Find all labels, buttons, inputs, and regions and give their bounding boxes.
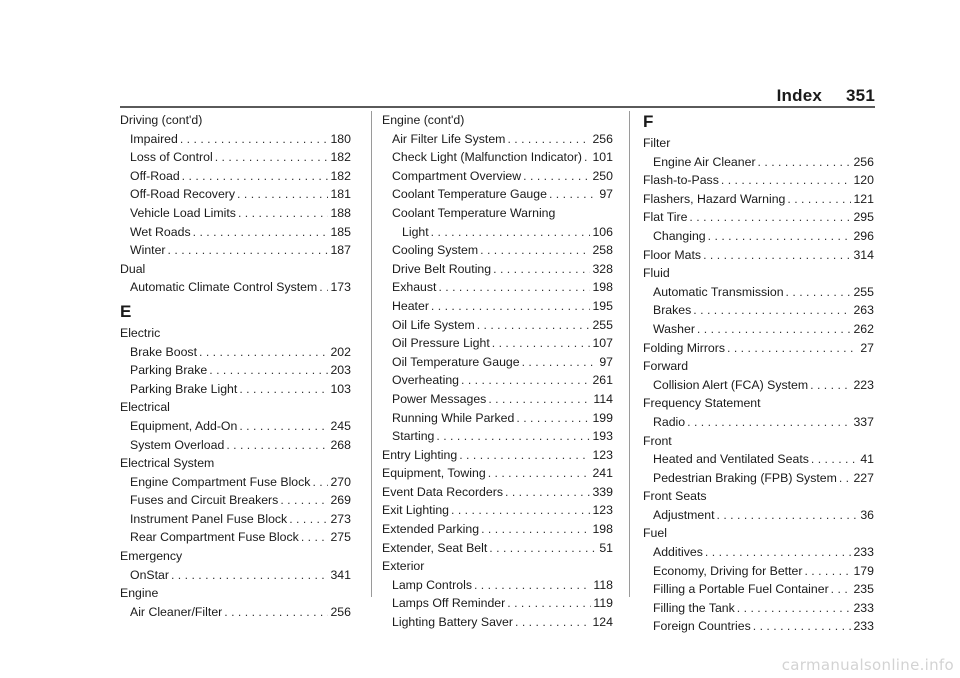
dot-leader <box>687 413 851 432</box>
index-entry <box>120 185 351 204</box>
dot-leader <box>319 278 328 297</box>
dot-leader <box>507 130 590 149</box>
index-heading: Fuel <box>643 526 667 541</box>
index-heading: Forward <box>643 359 689 374</box>
entry-term: Event Data Recorders <box>382 484 503 499</box>
dot-leader <box>209 361 328 380</box>
column-divider <box>629 111 630 597</box>
entry-term: Equipment, Add-On <box>130 418 238 433</box>
entry-page-number: 258 <box>592 243 613 258</box>
index-entry <box>382 278 613 297</box>
entry-term: Automatic Transmission <box>653 284 784 299</box>
dot-leader <box>182 167 329 186</box>
index-heading: Emergency <box>120 549 183 564</box>
index-entry <box>643 580 874 599</box>
entry-page-number: 106 <box>592 224 613 239</box>
entry-page-number: 103 <box>330 381 351 396</box>
entry-term: Overheating <box>392 373 459 388</box>
index-entry <box>643 283 874 302</box>
watermark: carmanualsonline.info <box>781 656 954 674</box>
index-entry <box>382 576 613 595</box>
entry-term: Collision Alert (FCA) System <box>653 377 809 392</box>
entry-page-number: 121 <box>853 191 874 206</box>
entry-page-number: 235 <box>853 582 874 597</box>
dot-leader <box>737 599 852 618</box>
entry-term: Off-Road <box>130 168 180 183</box>
entry-term: Flat Tire <box>643 210 688 225</box>
index-entry <box>382 483 613 502</box>
index-entry <box>382 241 613 260</box>
index-entry <box>120 417 351 436</box>
index-entry <box>120 491 351 510</box>
dot-leader <box>705 543 852 562</box>
entry-term: Vehicle Load Limits <box>130 205 236 220</box>
dot-leader <box>507 594 591 613</box>
dot-leader <box>451 501 590 520</box>
dot-leader <box>708 227 852 246</box>
entry-page-number: 119 <box>593 596 613 611</box>
entry-page-number: 173 <box>330 280 351 295</box>
entry-term: Changing <box>653 228 706 243</box>
index-heading: Exterior <box>382 559 425 574</box>
index-entry <box>120 148 351 167</box>
index-heading: Driving (cont'd) <box>120 113 203 127</box>
entry-term: Folding Mirrors <box>643 340 725 355</box>
entry-page-number: 187 <box>330 243 351 258</box>
entry-term: Oil Pressure Light <box>392 336 490 351</box>
entry-page-number: 314 <box>853 247 874 262</box>
entry-page-number: 123 <box>592 447 613 462</box>
entry-page-number: 180 <box>330 131 351 146</box>
dot-leader <box>481 520 590 539</box>
dot-leader <box>810 376 851 395</box>
index-entry <box>643 171 874 190</box>
index-entry <box>120 278 351 297</box>
index-entry <box>120 436 351 455</box>
index-entry <box>643 599 874 618</box>
entry-term: Air Cleaner/Filter <box>130 604 223 619</box>
entry-page-number: 181 <box>330 187 351 202</box>
dot-leader <box>727 339 858 358</box>
entry-term: Check Light (Malfunction Indicator) <box>392 150 583 165</box>
entry-term: Lighting Battery Saver <box>392 615 513 630</box>
index-entry <box>382 501 613 520</box>
entry-page-number: 341 <box>330 567 351 582</box>
index-entry <box>120 528 351 547</box>
entry-page-number: 241 <box>592 466 613 481</box>
dot-leader <box>237 185 328 204</box>
index-entry <box>643 562 874 581</box>
dot-leader <box>717 506 859 525</box>
dot-leader <box>492 334 591 353</box>
index-heading: Electrical System <box>120 456 215 471</box>
entry-page-number: 269 <box>330 493 351 508</box>
dot-leader <box>199 343 328 362</box>
entry-page-number: 339 <box>592 484 613 499</box>
entry-page-number: 193 <box>592 429 613 444</box>
entry-term: Heated and Ventilated Seats <box>653 452 809 467</box>
index-entry <box>643 450 874 469</box>
dot-leader <box>786 283 852 302</box>
entry-page-number: 261 <box>592 373 613 388</box>
dot-leader <box>474 576 591 595</box>
entry-term: Oil Temperature Gauge <box>392 354 520 369</box>
index-heading: Fluid <box>643 266 670 281</box>
index-entry <box>382 613 613 632</box>
entry-term: Running While Parked <box>392 410 515 425</box>
entry-page-number: 227 <box>853 470 874 485</box>
entry-term: Filling a Portable Fuel Container <box>653 582 829 597</box>
dot-leader <box>289 510 328 529</box>
index-entry <box>643 339 874 358</box>
index-heading: Electric <box>120 325 161 340</box>
entry-page-number: 107 <box>592 336 613 351</box>
index-entry <box>382 334 613 353</box>
entry-term: Cooling System <box>392 243 479 258</box>
entry-page-number: 263 <box>853 303 874 318</box>
entry-page-number: 250 <box>592 168 613 183</box>
index-column-1 <box>120 111 351 621</box>
entry-page-number: 275 <box>330 530 351 545</box>
entry-term: Automatic Climate Control System <box>130 280 318 295</box>
dot-leader <box>493 260 590 279</box>
dot-leader <box>831 580 852 599</box>
entry-page-number: 245 <box>330 418 351 433</box>
entry-term: Drive Belt Routing <box>392 261 492 276</box>
page-header <box>120 80 875 106</box>
entry-page-number: 123 <box>592 503 613 518</box>
entry-term: Brake Boost <box>130 344 197 359</box>
entry-term: Pedestrian Braking (FPB) System <box>653 470 837 485</box>
entry-term: Extended Parking <box>382 522 480 537</box>
index-entry <box>643 246 874 265</box>
index-entry <box>643 227 874 246</box>
entry-page-number: 233 <box>853 619 874 634</box>
dot-leader <box>753 617 852 636</box>
page-number: 351 <box>846 86 875 105</box>
index-entry <box>643 301 874 320</box>
dot-leader <box>703 246 851 265</box>
entry-term: Exit Lighting <box>382 503 449 518</box>
entry-page-number: 118 <box>593 577 613 592</box>
entry-term: Loss of Control <box>130 150 213 165</box>
index-entry <box>643 376 874 395</box>
dot-leader <box>238 204 329 223</box>
entry-term: Wet Roads <box>130 224 191 239</box>
index-entry <box>382 520 613 539</box>
dot-leader <box>459 446 590 465</box>
dot-leader <box>431 297 591 316</box>
dot-leader <box>215 148 329 167</box>
dot-leader <box>477 316 591 335</box>
entry-term: Rear Compartment Fuse Block <box>130 530 299 545</box>
dot-leader <box>489 539 597 558</box>
entry-page-number: 51 <box>599 540 613 555</box>
dot-leader <box>697 320 852 339</box>
index-heading: Front <box>643 433 672 448</box>
entry-page-number: 256 <box>592 131 613 146</box>
entry-page-number: 268 <box>330 437 351 452</box>
entry-term: Additives <box>653 545 703 560</box>
entry-page-number: 124 <box>592 615 613 630</box>
dot-leader <box>758 153 852 172</box>
entry-page-number: 255 <box>592 317 613 332</box>
index-entry <box>382 594 613 613</box>
dot-leader <box>193 223 329 242</box>
entry-term: Off-Road Recovery <box>130 187 236 202</box>
dot-leader <box>693 301 851 320</box>
index-entry <box>643 506 874 525</box>
dot-leader <box>436 427 590 446</box>
index-entry <box>120 510 351 529</box>
entry-term: Economy, Driving for Better <box>653 563 803 578</box>
dot-leader <box>461 371 590 390</box>
entry-page-number: 179 <box>853 563 874 578</box>
entry-page-number: 182 <box>330 150 351 165</box>
index-entry <box>382 464 613 483</box>
entry-page-number: 295 <box>853 210 874 225</box>
entry-term: Impaired <box>130 131 178 146</box>
index-entry <box>382 223 613 242</box>
dot-leader <box>721 171 852 190</box>
section-title: Index <box>776 86 823 105</box>
index-entry <box>120 204 351 223</box>
entry-page-number: 97 <box>599 354 613 369</box>
entry-term: Equipment, Towing <box>382 466 486 481</box>
entry-term: Lamps Off Reminder <box>392 596 506 611</box>
entry-term: Entry Lighting <box>382 447 458 462</box>
entry-term: Extender, Seat Belt <box>382 540 488 555</box>
index-entry <box>643 320 874 339</box>
index-heading: Frequency Statement <box>643 396 761 411</box>
entry-page-number: 233 <box>853 545 874 560</box>
entry-term: Light <box>402 224 429 239</box>
index-letter-heading: F <box>643 112 654 131</box>
dot-leader <box>488 464 591 483</box>
dot-leader <box>804 562 851 581</box>
entry-page-number: 198 <box>592 522 613 537</box>
entry-page-number: 203 <box>330 363 351 378</box>
entry-page-number: 120 <box>853 173 874 188</box>
index-column-2 <box>382 111 613 632</box>
entry-term: Coolant Temperature Gauge <box>392 187 547 202</box>
dot-leader <box>811 450 858 469</box>
index-entry <box>382 167 613 186</box>
entry-page-number: 337 <box>853 414 874 429</box>
index-entry <box>643 543 874 562</box>
entry-term: Parking Brake <box>130 363 208 378</box>
dot-leader <box>839 469 852 488</box>
index-entry <box>643 208 874 227</box>
entry-term: Filling the Tank <box>653 600 735 615</box>
index-entry <box>120 603 351 622</box>
index-entry <box>382 148 613 167</box>
dot-leader <box>171 566 329 585</box>
entry-term: Parking Brake Light <box>130 381 238 396</box>
index-entry <box>120 473 351 492</box>
entry-term: Foreign Countries <box>653 619 751 634</box>
entry-page-number: 296 <box>853 228 874 243</box>
entry-term: Winter <box>130 243 166 258</box>
dot-leader <box>224 603 328 622</box>
index-entry <box>382 539 613 558</box>
entry-page-number: 262 <box>853 321 874 336</box>
entry-term: Lamp Controls <box>392 577 472 592</box>
entry-term: Starting <box>392 429 435 444</box>
entry-page-number: 223 <box>853 377 874 392</box>
index-entry <box>643 469 874 488</box>
column-divider <box>371 111 372 597</box>
index-entry <box>382 409 613 428</box>
entry-term: Heater <box>392 298 429 313</box>
entry-page-number: 41 <box>860 452 874 467</box>
dot-leader <box>505 483 590 502</box>
entry-page-number: 101 <box>592 150 613 165</box>
entry-page-number: 328 <box>592 261 613 276</box>
dot-leader <box>431 223 591 242</box>
entry-term: Air Filter Life System <box>392 131 506 146</box>
entry-page-number: 188 <box>330 205 351 220</box>
index-entry <box>120 130 351 149</box>
entry-page-number: 198 <box>592 280 613 295</box>
index-entry <box>382 316 613 335</box>
entry-page-number: 256 <box>853 154 874 169</box>
index-entry <box>382 353 613 372</box>
index-entry <box>120 241 351 260</box>
index-entry <box>643 413 874 432</box>
index-heading: Engine <box>120 586 159 601</box>
index-heading: Electrical <box>120 400 170 415</box>
index-entry <box>382 130 613 149</box>
dot-leader <box>280 491 328 510</box>
index-heading: Filter <box>643 136 671 150</box>
dot-leader <box>239 417 328 436</box>
index-entry <box>120 380 351 399</box>
entry-term: Adjustment <box>653 507 715 522</box>
index-heading: Front Seats <box>643 489 707 504</box>
entry-page-number: 36 <box>860 507 874 522</box>
entry-term: Floor Mats <box>643 247 702 262</box>
dot-leader <box>549 185 597 204</box>
entry-page-number: 199 <box>592 410 613 425</box>
dot-leader <box>787 190 851 209</box>
index-entry <box>120 361 351 380</box>
entry-page-number: 233 <box>853 600 874 615</box>
entry-term: Engine Air Cleaner <box>653 154 756 169</box>
index-entry <box>643 617 874 636</box>
dot-leader <box>515 613 590 632</box>
dot-leader <box>239 380 328 399</box>
index-entry <box>382 260 613 279</box>
index-entry <box>643 153 874 172</box>
entry-page-number: 195 <box>592 298 613 313</box>
index-heading: Coolant Temperature Warning <box>392 205 556 220</box>
entry-page-number: 256 <box>330 604 351 619</box>
entry-term: Washer <box>653 321 695 336</box>
index-entry <box>120 167 351 186</box>
dot-leader <box>480 241 590 260</box>
entry-term: Flashers, Hazard Warning <box>643 191 786 206</box>
entry-page-number: 273 <box>330 511 351 526</box>
entry-page-number: 185 <box>330 224 351 239</box>
entry-page-number: 182 <box>330 168 351 183</box>
dot-leader <box>312 473 328 492</box>
entry-term: Fuses and Circuit Breakers <box>130 493 279 508</box>
entry-term: Engine Compartment Fuse Block <box>130 474 311 489</box>
index-entry <box>382 390 613 409</box>
index-entry <box>382 427 613 446</box>
entry-term: Flash-to-Pass <box>643 173 719 188</box>
index-entry <box>120 223 351 242</box>
entry-page-number: 97 <box>599 187 613 202</box>
header-rule <box>120 106 875 108</box>
entry-term: Radio <box>653 414 686 429</box>
entry-page-number: 27 <box>860 340 874 355</box>
entry-term: System Overload <box>130 437 225 452</box>
entry-term: Oil Life System <box>392 317 475 332</box>
dot-leader <box>488 390 591 409</box>
entry-page-number: 255 <box>853 284 874 299</box>
index-column-3 <box>643 111 874 636</box>
entry-term: Instrument Panel Fuse Block <box>130 511 288 526</box>
dot-leader <box>523 167 590 186</box>
index-entry <box>120 343 351 362</box>
dot-leader <box>522 353 598 372</box>
entry-term: Compartment Overview <box>392 168 522 183</box>
index-letter-heading: E <box>120 301 132 321</box>
index-entry <box>382 371 613 390</box>
entry-term: Brakes <box>653 303 692 318</box>
dot-leader <box>180 130 329 149</box>
dot-leader <box>301 528 329 547</box>
dot-leader <box>168 241 329 260</box>
entry-page-number: 270 <box>330 474 351 489</box>
index-heading: Dual <box>120 261 146 276</box>
index-heading: Engine (cont'd) <box>382 113 465 127</box>
entry-page-number: 114 <box>593 391 613 406</box>
entry-page-number: 202 <box>330 344 351 359</box>
entry-term: Power Messages <box>392 391 487 406</box>
dot-leader <box>516 409 590 428</box>
dot-leader <box>226 436 328 455</box>
entry-term: OnStar <box>130 567 169 582</box>
dot-leader <box>438 278 590 297</box>
entry-term: Exhaust <box>392 280 437 295</box>
index-entry <box>643 190 874 209</box>
dot-leader <box>689 208 851 227</box>
index-entry <box>382 297 613 316</box>
index-entry <box>382 185 613 204</box>
index-entry <box>120 566 351 585</box>
index-entry <box>382 446 613 465</box>
dot-leader <box>584 148 590 167</box>
